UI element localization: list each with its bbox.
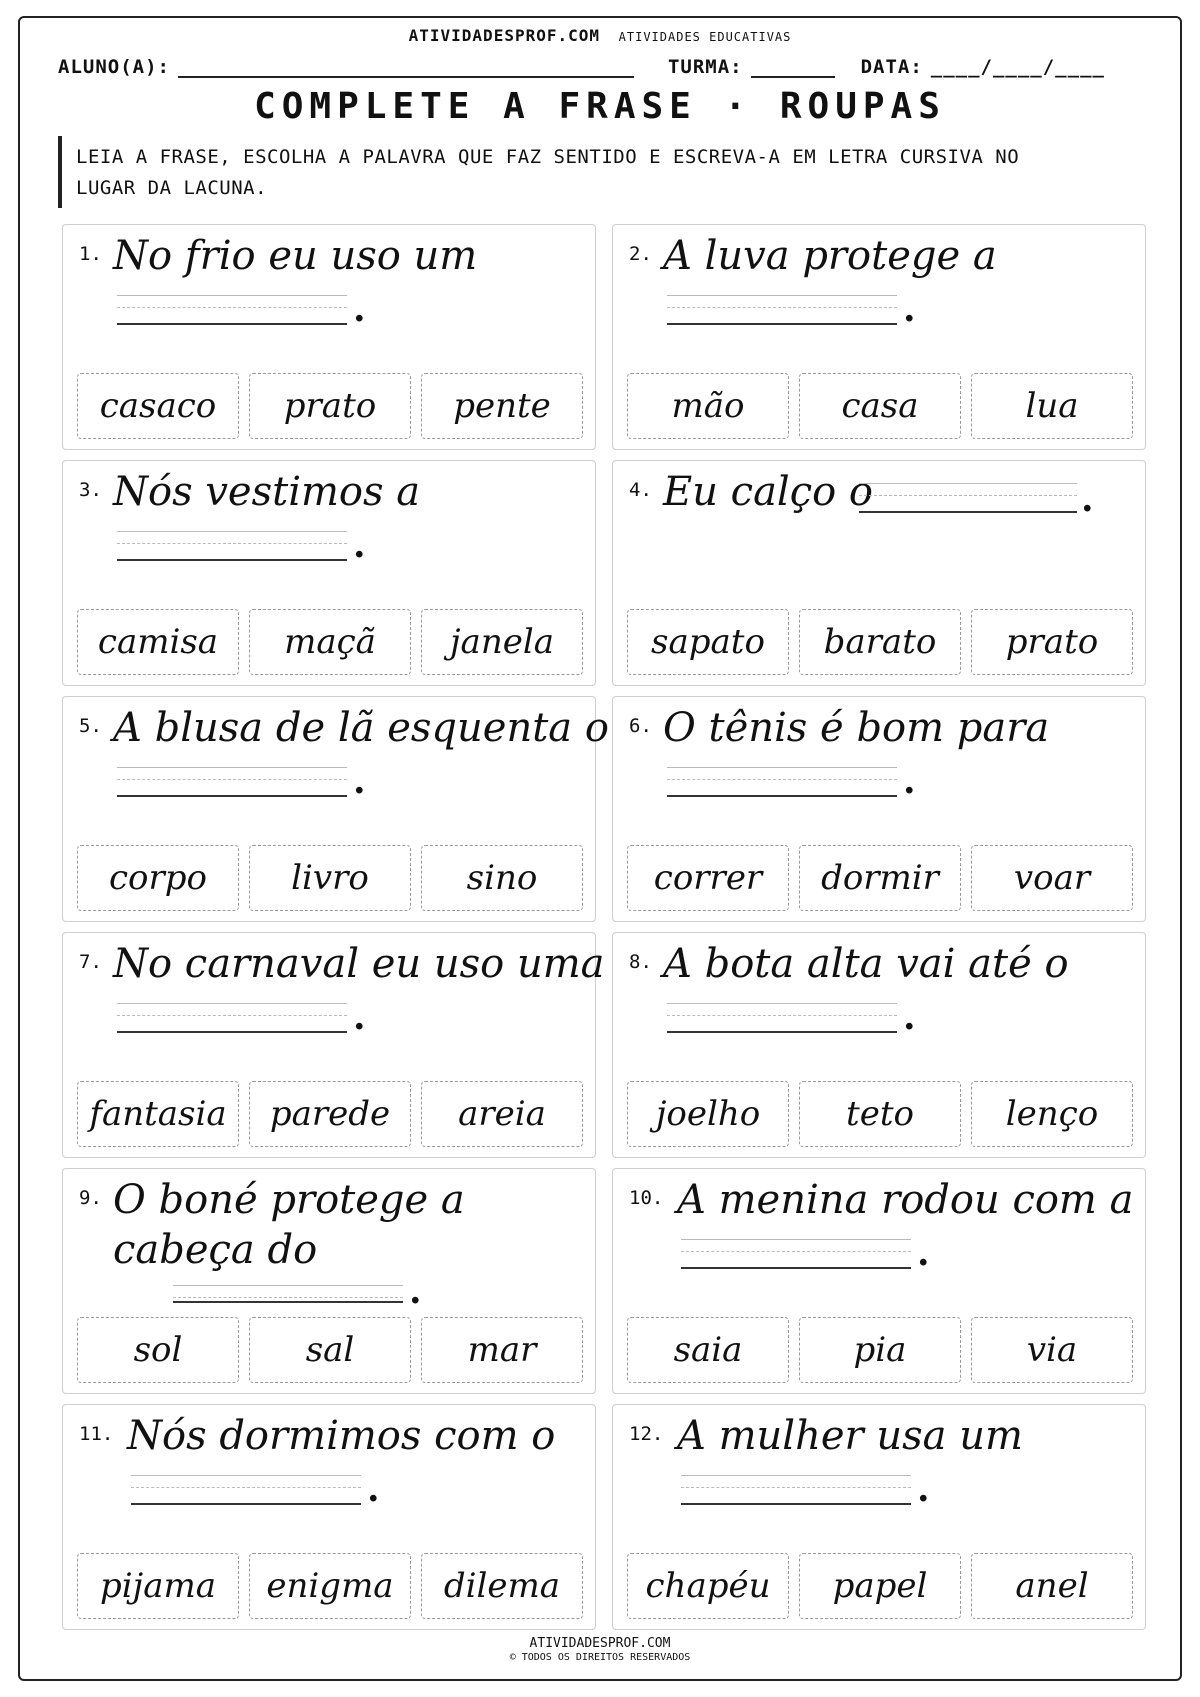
- aluno-label: ALUNO(A):: [58, 56, 170, 78]
- exercise-card: [612, 696, 1146, 922]
- exercise-number: 11.: [79, 1423, 114, 1445]
- sentence-period: .: [353, 760, 366, 802]
- answer-blank[interactable]: [117, 291, 347, 325]
- exercise-sentence: No carnaval eu uso uma: [113, 941, 605, 987]
- answer-blank[interactable]: [859, 479, 1077, 513]
- turma-field[interactable]: [751, 60, 835, 78]
- exercise-sentence: Nós vestimos a: [113, 469, 421, 515]
- word-options: [627, 845, 1133, 911]
- exercise-sentence: A menina rodou com a: [677, 1177, 1134, 1223]
- word-option[interactable]: anel: [971, 1553, 1133, 1619]
- word-option[interactable]: enigma: [249, 1553, 411, 1619]
- word-option[interactable]: chapéu: [627, 1553, 789, 1619]
- sentence-period: .: [367, 1468, 380, 1510]
- word-option[interactable]: areia: [421, 1081, 583, 1147]
- exercise-sentence: O boné protege a cabeça do: [113, 1177, 465, 1273]
- word-option[interactable]: sal: [249, 1317, 411, 1383]
- exercise-card: [62, 460, 596, 686]
- word-option[interactable]: correr: [627, 845, 789, 911]
- exercise-number: 9.: [79, 1187, 102, 1209]
- exercise-card: [612, 1404, 1146, 1630]
- instruction-text: LEIA A FRASE, ESCOLHA A PALAVRA QUE FAZ SENTIDO E ESCREVA-A EM LETRA CURSIVA NO LUGAR DA LACUNA.: [58, 136, 1058, 208]
- sentence-period: .: [917, 1468, 930, 1510]
- exercise-card: [62, 932, 605, 1158]
- exercise-card: [612, 932, 1146, 1158]
- exercise-number: 6.: [629, 715, 652, 737]
- word-option[interactable]: papel: [799, 1553, 961, 1619]
- exercise-card: [62, 1404, 596, 1630]
- word-option[interactable]: sino: [421, 845, 583, 911]
- word-option[interactable]: joelho: [627, 1081, 789, 1147]
- exercise-number: 2.: [629, 243, 652, 265]
- exercise-number: 4.: [629, 479, 652, 501]
- student-info-row: [58, 52, 1148, 78]
- sentence-period: .: [353, 996, 366, 1038]
- date-field[interactable]: ____/____/____: [930, 56, 1105, 78]
- word-option[interactable]: voar: [971, 845, 1133, 911]
- word-options: [77, 1081, 583, 1147]
- sentence-period: .: [353, 524, 366, 566]
- exercise-card: [62, 224, 596, 450]
- word-option[interactable]: pia: [799, 1317, 961, 1383]
- footer-site-name[interactable]: ATIVIDADESPROF.COM: [529, 1636, 671, 1651]
- exercise-card: [612, 1168, 1146, 1394]
- word-options: [77, 1553, 583, 1619]
- word-option[interactable]: corpo: [77, 845, 239, 911]
- page-title: COMPLETE A FRASE · ROUPAS: [254, 86, 946, 127]
- exercise-sentence: Nós dormimos com o: [127, 1413, 556, 1459]
- exercise-number: 10.: [629, 1187, 664, 1209]
- footer-copyright: © TODOS OS DIREITOS RESERVADOS: [509, 1652, 691, 1663]
- word-option[interactable]: sol: [77, 1317, 239, 1383]
- sentence-period: .: [353, 288, 366, 330]
- exercise-number: 8.: [629, 951, 652, 973]
- exercise-number: 1.: [79, 243, 102, 265]
- exercise-sentence: No frio eu uso um: [113, 233, 478, 279]
- word-option[interactable]: mar: [421, 1317, 583, 1383]
- word-options: [77, 845, 583, 911]
- turma-label: TURMA:: [667, 56, 743, 78]
- exercise-sentence: A blusa de lã esquenta o: [113, 705, 609, 751]
- sentence-period: .: [1081, 478, 1094, 520]
- exercise-number: 3.: [79, 479, 102, 501]
- answer-blank[interactable]: [681, 1471, 911, 1505]
- exercise-sentence: O tênis é bom para: [663, 705, 1050, 751]
- exercise-card: [62, 1168, 596, 1394]
- answer-blank[interactable]: [173, 1281, 403, 1303]
- word-option[interactable]: prato: [971, 609, 1133, 675]
- student-name-field[interactable]: [178, 60, 634, 78]
- word-option[interactable]: teto: [799, 1081, 961, 1147]
- answer-blank[interactable]: [667, 291, 897, 325]
- word-options: [77, 609, 583, 675]
- word-option[interactable]: pijama: [77, 1553, 239, 1619]
- word-options: [627, 1081, 1133, 1147]
- word-option[interactable]: prato: [249, 373, 411, 439]
- exercise-sentence: Eu calço o: [663, 469, 873, 515]
- sentence-period: .: [917, 1232, 930, 1274]
- answer-blank[interactable]: [117, 999, 347, 1033]
- answer-blank[interactable]: [117, 763, 347, 797]
- word-option[interactable]: maçã: [249, 609, 411, 675]
- word-options: [627, 1317, 1133, 1383]
- word-options: [627, 609, 1133, 675]
- answer-blank[interactable]: [681, 1235, 911, 1269]
- word-option[interactable]: livro: [249, 845, 411, 911]
- answer-blank[interactable]: [117, 527, 347, 561]
- word-options: [77, 1317, 583, 1383]
- exercise-sentence: A luva protege a: [663, 233, 997, 279]
- word-option[interactable]: parede: [249, 1081, 411, 1147]
- word-option[interactable]: mão: [627, 373, 789, 439]
- exercise-sentence: A bota alta vai até o: [663, 941, 1069, 987]
- word-option[interactable]: camisa: [77, 609, 239, 675]
- word-option[interactable]: casa: [799, 373, 961, 439]
- exercise-card: [612, 460, 1146, 686]
- word-option[interactable]: dilema: [421, 1553, 583, 1619]
- word-options: [77, 373, 583, 439]
- word-option[interactable]: pente: [421, 373, 583, 439]
- sentence-period: .: [903, 288, 916, 330]
- site-name[interactable]: ATIVIDADESPROF.COM: [408, 26, 601, 45]
- word-option[interactable]: lua: [971, 373, 1133, 439]
- word-option[interactable]: casaco: [77, 373, 239, 439]
- word-options: [627, 1553, 1133, 1619]
- word-option[interactable]: dormir: [799, 845, 961, 911]
- exercise-sentence: A mulher usa um: [677, 1413, 1023, 1459]
- exercise-card: [62, 696, 609, 922]
- word-option[interactable]: via: [971, 1317, 1133, 1383]
- word-option[interactable]: janela: [421, 609, 583, 675]
- answer-blank[interactable]: [667, 999, 897, 1033]
- data-label: DATA:: [860, 56, 923, 78]
- exercise-number: 5.: [79, 715, 102, 737]
- exercise-number: 7.: [79, 951, 102, 973]
- sentence-period: .: [903, 996, 916, 1038]
- sentence-period: .: [409, 1270, 422, 1312]
- word-option[interactable]: lenço: [971, 1081, 1133, 1147]
- word-option[interactable]: fantasia: [77, 1081, 239, 1147]
- site-subtitle: ATIVIDADES EDUCATIVAS: [618, 30, 792, 44]
- site-footer: [0, 1636, 1200, 1663]
- word-options: [627, 373, 1133, 439]
- word-option[interactable]: saia: [627, 1317, 789, 1383]
- exercise-number: 12.: [629, 1423, 664, 1445]
- word-option[interactable]: sapato: [627, 609, 789, 675]
- answer-blank[interactable]: [667, 763, 897, 797]
- site-header: [0, 26, 1200, 45]
- sentence-period: .: [903, 760, 916, 802]
- word-option[interactable]: barato: [799, 609, 961, 675]
- exercise-card: [612, 224, 1146, 450]
- answer-blank[interactable]: [131, 1471, 361, 1505]
